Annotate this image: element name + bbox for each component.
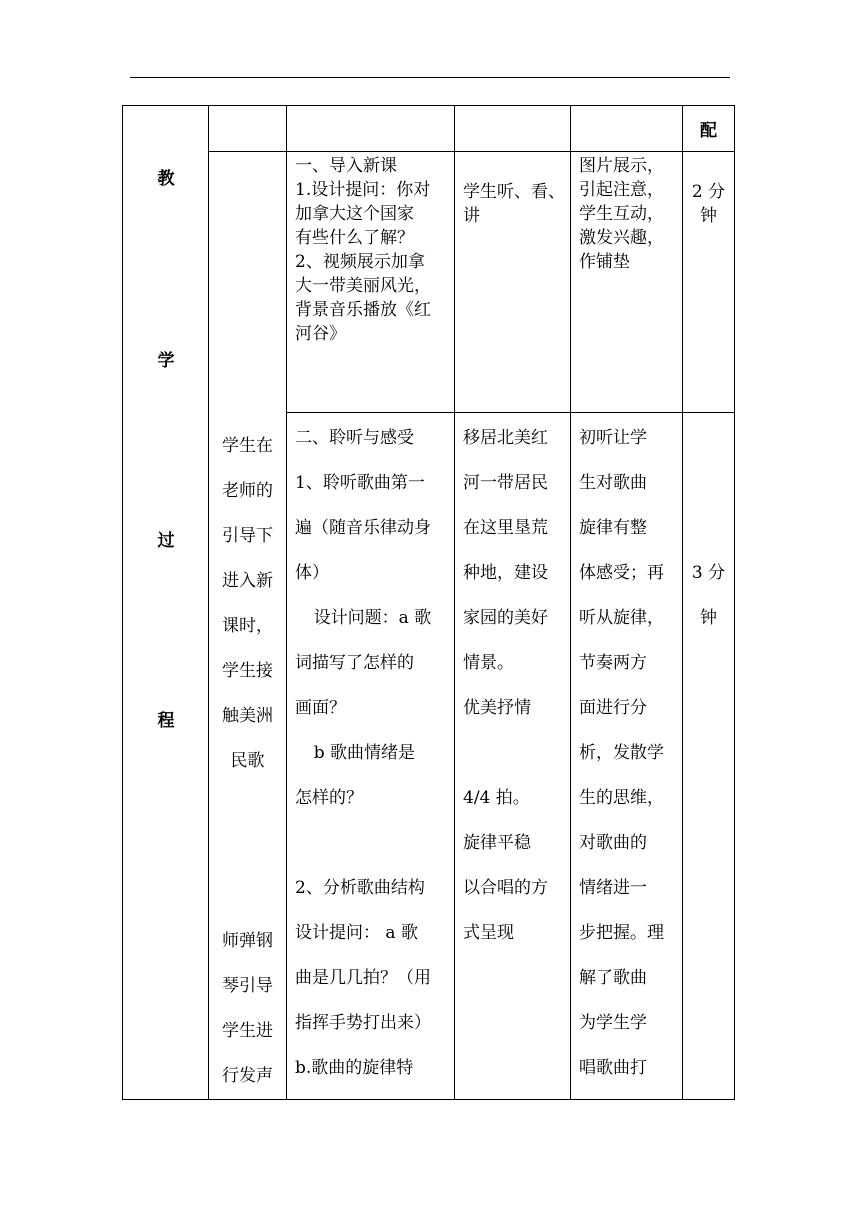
text-line: 4/4 拍。 [463, 787, 530, 808]
text-line: 种地，建设 [463, 562, 548, 583]
text-line: 家园的美好 [463, 607, 548, 628]
text-line: 3 分 [691, 562, 726, 583]
intent-cell [571, 412, 683, 1099]
text-line: 河一带居民 [463, 472, 548, 493]
intent-text [571, 413, 682, 1091]
text-line: 设计问题：a 歌 [313, 607, 432, 628]
intro-content [287, 152, 454, 346]
text-line: 2、视频展示加拿 [295, 252, 425, 272]
text-line: 学生进 [222, 1021, 273, 1041]
text-line: 怎样的？ [295, 787, 363, 808]
intent-cell [571, 152, 683, 413]
text-line: 1.设计提问：你对 [295, 180, 431, 200]
text-line: 唱歌曲打 [579, 1057, 647, 1078]
text-line: 指挥手势打出来） [295, 1012, 431, 1033]
text-line: 有些什么了解？ [295, 228, 414, 248]
text-line: 老师的 [222, 481, 273, 501]
text-line: 行发声 [222, 1066, 273, 1086]
lesson-plan-table [122, 105, 735, 1100]
text-line: 移居北美红 [463, 427, 548, 448]
activity-cell [455, 152, 571, 413]
header-cell [455, 106, 571, 152]
text-line: 解了歌曲 [579, 967, 647, 988]
header-cell [287, 106, 455, 152]
activity-text [455, 413, 570, 956]
text-line: 体感受；再 [579, 562, 664, 583]
text-line: 1、聆听歌曲第一 [295, 472, 425, 493]
text-line: 激发兴趣， [579, 228, 664, 248]
text-line: 遍（随音乐律动身 [295, 517, 431, 538]
text-line: 曲是几几拍？（用 [295, 967, 431, 988]
text-line: 听从旋律， [579, 607, 664, 628]
text-line: 节奏两方 [579, 652, 647, 673]
blank-line [295, 821, 450, 866]
text-line: 一、导入新课 [295, 156, 397, 176]
text-line: 琴引导 [222, 976, 273, 996]
text-line: 为学生学 [579, 1012, 647, 1033]
text-line: 引导下 [222, 526, 273, 546]
blank-line [211, 829, 284, 874]
text-line: 触美洲 [222, 706, 273, 726]
text-line: 旋律平稳 [463, 832, 531, 853]
text-line: b.歌曲的旋律特 [295, 1057, 414, 1078]
student-activity: 学生听、看、讲 [463, 182, 565, 226]
section-label-char: 程 [157, 711, 175, 731]
text-line: 生的思维， [579, 787, 664, 808]
text-line: 钟 [700, 607, 717, 628]
content-cell [287, 412, 455, 1099]
text-line: 设计提问： a 歌 [295, 922, 418, 943]
text-line: 面进行分 [579, 697, 647, 718]
section-label-char: 过 [157, 531, 175, 551]
blank-line [463, 731, 566, 776]
text-line: 初听让学 [579, 427, 647, 448]
blank-line [211, 874, 284, 919]
section-label-char: 教 [157, 169, 175, 189]
text-line: 生对歌曲 [579, 472, 647, 493]
text-line: 进入新 [222, 571, 273, 591]
section-label-cell [123, 106, 209, 1100]
header-cell [683, 106, 735, 152]
text-line: 民歌 [230, 751, 265, 771]
listen-content [287, 413, 454, 1091]
text-line: 情绪进一 [579, 877, 647, 898]
text-line: 在这里垦荒 [463, 517, 548, 538]
text-line: 步把握。理 [579, 922, 664, 943]
text-line: 学生在 [222, 436, 273, 456]
content-cell [287, 152, 455, 413]
text-line: 学生互动， [579, 204, 664, 224]
header-cell [209, 106, 287, 152]
text-line: 学生接 [222, 661, 273, 681]
text-line: 课时， [222, 616, 273, 636]
text-line: 引起注意， [579, 180, 664, 200]
text-line: 旋律有整 [579, 517, 647, 538]
header-rule [130, 77, 730, 78]
text-line: b 歌曲情绪是 [313, 742, 415, 763]
text-line: 情景。 [463, 652, 514, 673]
activity-cell [455, 412, 571, 1099]
time-text [683, 413, 734, 641]
section-label-char: 学 [157, 351, 175, 371]
text-line: 大一带美丽风光， [295, 276, 431, 296]
goal-text [209, 152, 286, 1099]
text-line: 2、分析歌曲结构 [295, 877, 425, 898]
text-line: 师弹钢 [222, 931, 273, 951]
text-line: 二、聆听与感受 [295, 427, 414, 448]
text-line: 画面？ [295, 697, 346, 718]
text-line: 词描写了怎样的 [295, 652, 414, 673]
text-line: 以合唱的方 [463, 877, 548, 898]
text-line: 析，发散学 [579, 742, 664, 763]
text-line: 加拿大这个国家 [295, 204, 414, 224]
text-line: 优美抒情 [463, 697, 531, 718]
text-line: 式呈现 [463, 922, 514, 943]
time-text: 2 分钟 [691, 182, 726, 226]
intent-text [571, 152, 682, 274]
text-line: 背景音乐播放《红 [295, 300, 431, 320]
text-line: 体） [295, 562, 329, 583]
time-cell [683, 152, 735, 413]
header-cell [571, 106, 683, 152]
time-cell [683, 412, 735, 1099]
text-line: 对歌曲的 [579, 832, 647, 853]
blank-line [211, 784, 284, 829]
text-line: 图片展示， [579, 156, 664, 176]
text-line: 作铺垫 [579, 252, 630, 272]
text-line: 河谷》 [295, 324, 346, 344]
header-label: 配 [700, 121, 717, 141]
goal-cell [209, 152, 287, 1100]
